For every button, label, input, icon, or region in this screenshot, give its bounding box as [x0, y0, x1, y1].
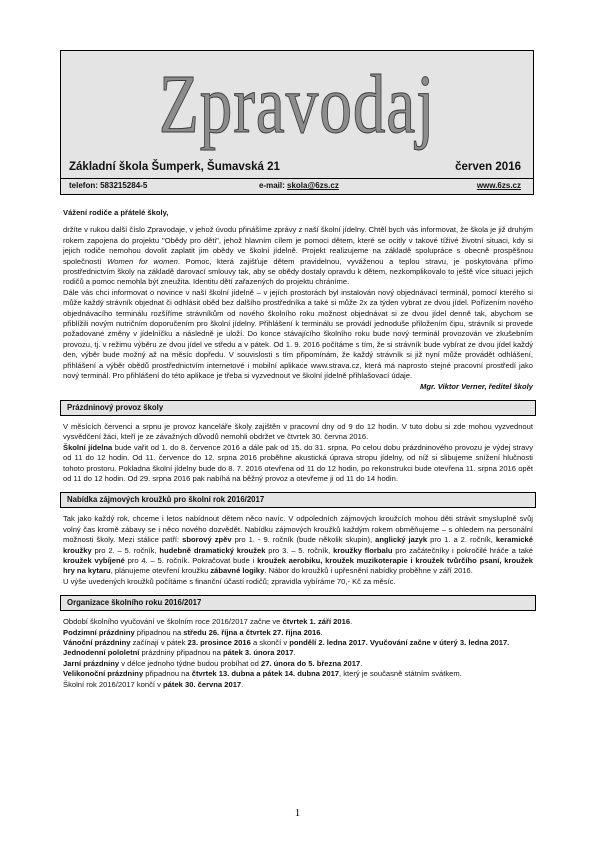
text-bold: čtvrtek 1. září 2016 [282, 617, 351, 627]
text: bude vařit od 1. do 8. července 2016 a dále pak od 15. do 31. srpna. Po celou dobu prázdninového provozu je výdej stravy od 11 do 12 hodin. Od 11. července do 12. srpna 2016 proběhne akustická úprava stropu jídelny, od níž si slibujeme snížení hlučnosti tohoto prostoru. Pokladna školní jídelny bude do 8. 7. 2016 otevřena od 11 do 12 hodin, po rekonstrukci bude otevřena 11. srpna 2016 opět od 11 do 12 hodin. Od 29. srpna 2016 pak nabíhá na běžný provoz a otevřeme ji od 11 do 14 hodin. [63, 442, 533, 483]
contact-line [69, 181, 525, 193]
org-line-autumn [63, 628, 533, 638]
text-bold: pátek 30. června 2017 [163, 679, 242, 689]
text: , plánujeme otevření kroužku [110, 566, 211, 576]
letter-paragraph-2: Dále vás chci informovat o novince v naší školní jídelně – v jejích prostorách byl instalován nový objednávací terminál, pomocí kterého si může každý strávník objednat či odhlásit oběd bez dalšího prostředníka a také si může 2x za týden vybrat ze dvou jídel. Pořízením nového objednávacího terminálu rozšíříme strávníkům od nového školního roku možnost objednávat si ze dvou jídel denně tak, abychom se přiblížili novým nutričním doporučením pro školní jídelny. Přihlášení k terminálu se provádí jednoduše přiložením čipu, strávník si provede požadované změny v jídelníčku a následně je uloží. Do konce stávajícího školního roku bude nový terminál provozován ve zkušebním provozu, tj. v režimu výběru ze dvou jídel ve středu a v pátek. Od 1. 9. 2016 počítáme s tím, že si strávník bude vybírat ze dvou jídel každý den, výběr bude možný až na měsíc dopředu. V souvislosti s tím připomínám, že každý strávník si již nyní může provádět odhlášení, přihlášení a výběr obědů prostřednictvím internetové i mobilní aplikace www.strava.cz, která má naprosto stejné pracovní prostředí jako nový terminál. Pro přihlášení do této aplikace je třeba si vyzvednout ve školní jídelně přihlašovací údaje. [63, 287, 533, 381]
text: pro 2. – 5. ročník, [91, 545, 160, 555]
text-bold: Jednodenní pololetní [63, 648, 140, 658]
text-bold: pondělí 2. ledna 2017. Vyučování začne v úterý 3. ledna 2017. [289, 638, 510, 647]
holiday-section [63, 422, 533, 484]
org-line-start [63, 617, 533, 627]
section-heading-holiday: Prázdninový provoz školy [60, 400, 536, 416]
text: připadnou na [143, 669, 192, 679]
text-bold: kroužek vybíjené [63, 555, 125, 565]
text: . [360, 658, 363, 668]
organization-section [63, 617, 533, 690]
text-bold: Vánoční prázdniny [63, 638, 131, 647]
text: připadnou na [134, 627, 184, 637]
clubs-section [63, 514, 533, 587]
school-name: Základní škola Šumperk, Šumavská 21 [69, 161, 280, 173]
text: prázdniny připadnou na [139, 648, 223, 658]
text: . Nábor do kroužků i upřesnění nabídky proběhne v září 2016. [264, 566, 473, 576]
text: držíte v rukou další číslo Zpravodaje, v jehož úvodu přinášíme zprávy z naší školní jídelny. Chtěl bych vás informovat, že škola je již druhým rokem zapojena do projektu "Obědy pro děti", jehož hlavním cílem je pomoci dětem, které se ocitly v takové tíživé životní situaci, kdy si jejich rodiče nemohou dovolit zaplatit jim obědy ve školní jídelně. Projekt realizujeme na základě spolupráce s obecně prospěšnou společností [63, 225, 533, 266]
org-line-spring [63, 659, 533, 669]
text-bold: 27. února do 5. března 2017 [261, 658, 361, 668]
text-bold: Podzimní prázdniny [63, 627, 135, 637]
org-line-halfterm [63, 648, 533, 658]
text-bold: 23. prosince 2016 [187, 638, 251, 647]
org-line-end [63, 680, 533, 690]
text-italic: Women for women [107, 256, 178, 266]
text-bold: pátek 3. února 2017 [222, 648, 294, 658]
text-bold: Školní jídelna [63, 442, 113, 452]
masthead-box [60, 50, 534, 195]
text: pro 1. - 9. ročník (bude několik skupin), [231, 535, 376, 545]
text: Školní rok 2016/2017 končí v [63, 679, 164, 689]
text: . [350, 617, 353, 627]
text-bold: Jarní prázdniny [63, 658, 120, 668]
clubs-paragraph-1 [63, 514, 533, 576]
text: a skončí v [250, 638, 290, 647]
phone: telefon: 583215284-5 [69, 181, 148, 190]
text: Období školního vyučování ve školním roce 2016/2017 začne ve [63, 617, 283, 627]
website-link[interactable]: www.6zs.cz [476, 181, 521, 190]
text: Tak jako každý rok, chceme i letos nabídnout dětem něco navíc. V odpoledních zájmových kroužcích mohou děti strávit smysluplně svůj volný čas kromě zábavy se i něco nového dozvědět. Nabídku zájmových kroužků každým rokem obměňujeme – s ohledem na personální možnosti školy. Mezi stálice patří: [63, 514, 533, 545]
text: začínají v pátek [130, 638, 188, 647]
school-line [69, 161, 525, 175]
text-bold: kroužek aerobiku, kroužek muzikoterapie i kroužek tvůrčího psaní, kroužek hry na kytaru [63, 555, 533, 576]
masthead-title: Zpravodaj [158, 58, 436, 151]
text-bold: keramické kroužky [63, 535, 533, 555]
header-divider [61, 178, 533, 179]
email-block [259, 181, 339, 190]
section-heading-organization: Organizace školního roku 2016/2017 [60, 595, 536, 611]
org-line-christmas [63, 638, 533, 648]
text: , který je současně státním svátkem. [339, 669, 462, 679]
text: pro 4. – 5. ročník. Pokračovat bude i [124, 555, 258, 565]
issue-date: červen 2016 [455, 161, 521, 173]
text: . [241, 679, 244, 689]
text: pro 3. – 5. ročník, [265, 545, 334, 555]
text: pro 1. a 2. ročník, [427, 535, 496, 545]
text-bold: zábavné logiky [210, 566, 265, 576]
greeting: Vážení rodiče a přátelé školy, [63, 208, 169, 217]
text-bold: kroužky florbalu [333, 545, 393, 555]
page-number: 1 [294, 807, 301, 819]
section-heading-clubs: Nabídka zájmových kroužků pro školní rok 2016/2017 [60, 492, 536, 508]
text: v délce jednoho týdne budou probíhat od [119, 658, 261, 668]
text: . [293, 648, 296, 658]
text-bold: anglický jazyk [375, 535, 428, 545]
holiday-paragraph-1: V měsících červenci a srpnu je provoz kanceláře školy zajištěn v pracovní dny od 9 do 12 hodin. V tuto dobu si zde mohou vyzvednout vysvědčení žáci, kteří je ze závažných důvodů nemohli obdržet ve čtvrtek 30. června 2016. [63, 421, 533, 442]
text-bold: hudebně dramatický kroužek [159, 545, 266, 555]
signature: Mgr. Viktor Verner, ředitel školy [420, 381, 533, 391]
letter-paragraph-1 [63, 225, 533, 287]
email-link[interactable]: skola@6zs.cz [287, 181, 339, 190]
text-bold: středu 26. října a čtvrtek 27. října 2016 [183, 627, 321, 637]
holiday-paragraph-2 [63, 443, 533, 485]
newsletter-content [63, 208, 533, 690]
text: pro začátečníky i pokročilé hráče a také [392, 545, 533, 555]
email-label: e-mail: [259, 181, 288, 190]
text-bold: Velikonoční prázdniny [63, 669, 144, 679]
text-bold: sborový zpěv [182, 535, 232, 545]
org-line-easter [63, 669, 533, 679]
clubs-paragraph-2: U výše uvedených kroužků počítáme s finanční účastí rodičů; zpravidla vybíráme 70,- Kč za měsíc. [63, 576, 396, 586]
text: . [320, 627, 323, 637]
text: . Pomoc, která zajišťuje dětem pravidelnou, vyváženou a teplou stravu, je poskytována přímo prostřednictvím školy na základě darovací smlouvy tak, aby se obědy dostaly opravdu k dětem, nezkomplikovalo to ještě více situaci jejich rodičů a pomoc nemohla být zneužita. Identitu dětí zařazených do projektu chráníme. [63, 256, 533, 287]
text-bold: čtvrtek 13. dubna a pátek 14. dubna 2017 [191, 669, 340, 679]
